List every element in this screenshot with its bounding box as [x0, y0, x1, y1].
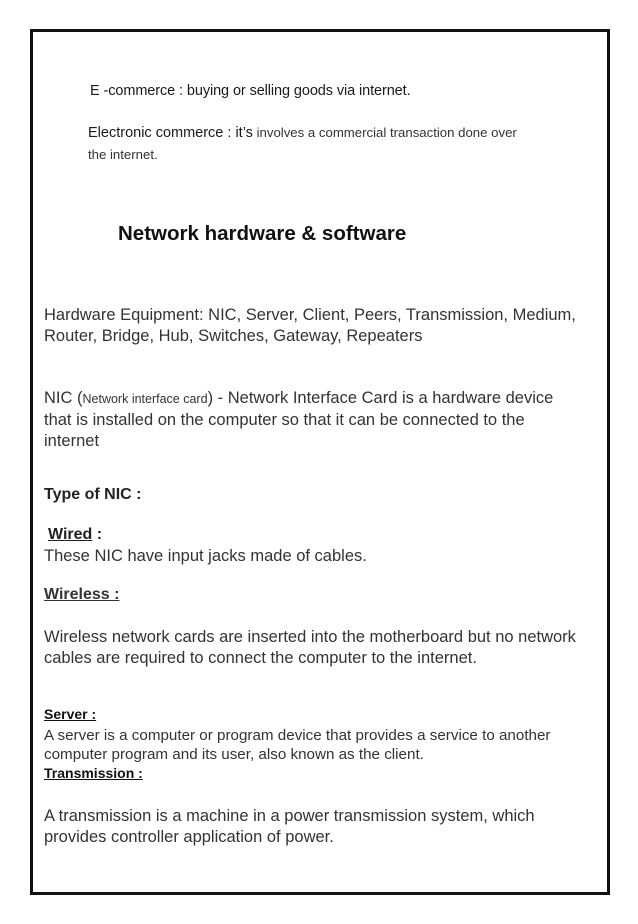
- electronic-commerce-text: involves a commercial transaction done over: [252, 125, 517, 140]
- wired-paragraph: These NIC have input jacks made of cables.: [44, 547, 367, 565]
- transmission-heading: Transmission :: [44, 765, 143, 781]
- wired-label: Wired: [48, 526, 93, 543]
- transmission-paragraph: A transmission is a machine in a power transmission system, which provides controller application of power.: [44, 807, 535, 846]
- nic-paragraph: [44, 388, 584, 452]
- nic-expansion: Network interface card: [82, 392, 208, 406]
- wired-colon: :: [92, 526, 103, 543]
- nic-prefix: NIC (: [44, 389, 83, 407]
- electronic-commerce-definition: [88, 125, 517, 141]
- electronic-commerce-continuation: the internet.: [88, 147, 158, 162]
- server-paragraph: A server is a computer or program device that provides a service to another computer program and its user, also known as the client.: [44, 727, 551, 763]
- section-heading: Network hardware & software: [118, 222, 407, 245]
- wireless-heading: Wireless :: [44, 586, 120, 603]
- wireless-paragraph: Wireless network cards are inserted into the motherboard but no network cables are required to connect the computer to the internet.: [44, 628, 576, 667]
- nic-definition: ) - Network Interface Card is a hardware device that is installed on the computer so that it can be connected to the internet: [44, 389, 554, 450]
- hardware-equipment-paragraph: Hardware Equipment: NIC, Server, Client, Peers, Transmission, Medium, Router, Bridge, Hub, Switches, Gateway, Repeaters: [44, 306, 576, 345]
- wired-heading: [48, 526, 102, 544]
- server-heading: Server :: [44, 706, 97, 722]
- type-of-nic-heading: Type of NIC :: [44, 486, 142, 503]
- electronic-commerce-term: Electronic commerce : it’s: [88, 125, 253, 141]
- ecommerce-definition: E -commerce : buying or selling goods via internet.: [90, 83, 411, 99]
